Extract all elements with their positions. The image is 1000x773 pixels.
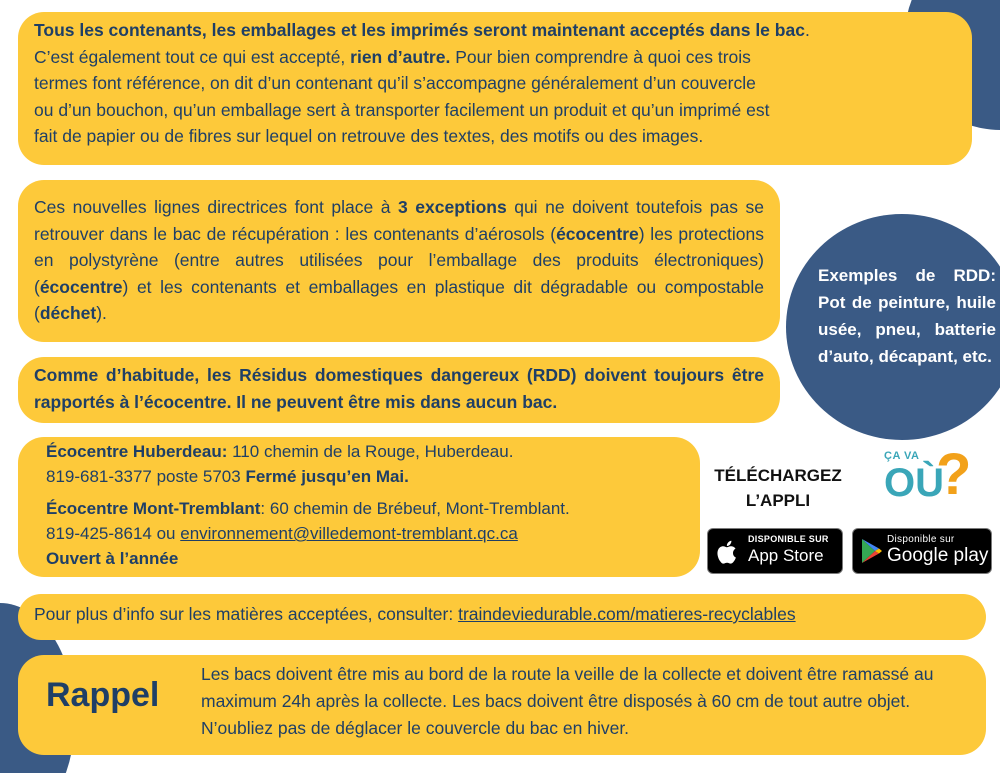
huberdeau-address: 110 chemin de la Rouge, Huberdeau. xyxy=(227,442,514,461)
mont-tremblant-address: : 60 chemin de Brébeuf, Mont-Tremblant. xyxy=(260,499,570,518)
huberdeau-phone-row xyxy=(46,464,672,489)
reminder-text: Les bacs doivent être mis au bord de la route la veille de la collecte et doivent être ramassé au maximum 24h après la collecte. Les bacs doivent être disposés à 60 cm de tout autre objet. N’oubliez pas de déglacer le couvercle du bac en hiver. xyxy=(201,664,934,738)
mont-tremblant-status: Ouvert à l’année xyxy=(46,549,179,568)
google-play-icon xyxy=(861,538,883,564)
reminder-box xyxy=(18,655,986,755)
apple-icon xyxy=(716,538,740,566)
mont-tremblant-phone-row xyxy=(46,521,672,546)
recyclables-link[interactable]: traindeviedurable.com/matieres-recyclables xyxy=(458,604,796,624)
accepted-line5: fait de papier ou de fibres sur lequel on retrouve des textes, des motifs ou des images. xyxy=(34,126,704,146)
headline-period: . xyxy=(804,20,810,40)
accepted-line2-start: C’est également tout ce qui est accepté, xyxy=(34,46,351,67)
ecocentre-label-1: écocentre xyxy=(556,223,639,244)
more-info-text: Pour plus d’info sur les matières acceptées, consulter: xyxy=(34,604,459,624)
accepted-materials-box xyxy=(18,12,972,165)
reminder-title: Rappel xyxy=(46,676,160,714)
app-store-small-text: DISPONIBLE SUR xyxy=(748,534,829,544)
environment-email-link[interactable]: environnement@villedemont-tremblant.qc.ca xyxy=(180,524,518,543)
mont-tremblant-name: Écocentre Mont-Tremblant xyxy=(46,499,261,518)
ca-va-ou-logo[interactable] xyxy=(880,442,976,518)
huberdeau-address-row xyxy=(46,439,672,464)
rdd-acronym: RDD xyxy=(532,365,571,385)
exceptions-text-2: qui ne doivent toutefois pas se retrouver dans le bac de récupération : les contenants d’aérosols ( xyxy=(34,197,764,244)
more-info-box xyxy=(18,594,986,640)
nothing-else-emphasis: rien d’autre. xyxy=(350,46,451,67)
rdd-reminder-text-1: Comme d’habitude, les Résidus domestiques dangereux ( xyxy=(34,365,533,385)
logo-question-mark: ? xyxy=(936,442,972,507)
mont-tremblant-status-row xyxy=(46,546,672,571)
google-play-badge[interactable] xyxy=(852,528,992,574)
download-line-2: L’APPLI xyxy=(745,491,811,510)
exceptions-text-1: Ces nouvelles lignes directrices font place à xyxy=(34,197,398,217)
exceptions-count: 3 exceptions xyxy=(398,197,507,217)
google-play-label: Google play xyxy=(887,545,989,566)
dechet-label: déchet xyxy=(39,303,97,323)
accepted-line2-end: Pour bien comprendre à quoi ces trois xyxy=(450,46,751,67)
download-line-1: TÉLÉCHARGEZ xyxy=(714,466,842,485)
logo-big-text: OÙ xyxy=(884,461,944,505)
rdd-reminder-text-2: ) doivent toujours être rapportés à l’écocentre. Il ne peuvent être mis dans aucun bac. xyxy=(34,365,765,412)
rdd-examples-text: Exemples de RDD: Pot de peinture, huile usée, pneu, batterie d’auto, décapant, etc. xyxy=(818,266,996,366)
download-app-heading xyxy=(704,463,852,513)
accepted-line4: ou d’un bouchon, qu’un emballage sert à transporter facilement un produit et qu’un imprimé est xyxy=(34,99,770,120)
exceptions-text-5: ). xyxy=(96,303,107,323)
app-store-badge[interactable] xyxy=(707,528,843,574)
ecocentres-box xyxy=(18,437,700,577)
exceptions-text-4: ) et les contenants et emballages en plastique dit dégradable ou compostable ( xyxy=(34,276,764,323)
accepted-line3: termes font référence, on dit d’un contenant qu’il s’accompagne généralement d’un couvercle xyxy=(34,73,756,93)
accepted-materials-headline: Tous les contenants, les emballages et les imprimés seront maintenant acceptés dans le bac xyxy=(34,20,805,40)
app-store-label: App Store xyxy=(748,546,824,565)
ecocentre-label-2: écocentre xyxy=(39,276,123,297)
logo-small-text: ÇA VA xyxy=(884,450,920,462)
google-play-small-text: Disponible sur xyxy=(887,534,955,545)
mont-tremblant-address-row xyxy=(46,496,672,521)
rdd-reminder-box xyxy=(18,357,780,423)
huberdeau-status: Fermé jusqu’en Mai. xyxy=(245,467,409,486)
huberdeau-phone: 819-681-3377 poste 5703 xyxy=(46,467,246,486)
exceptions-text-3: ) les protections en polystyrène (entre autres utilisées pour l’emballage des produits électroniques) ( xyxy=(34,223,764,297)
exceptions-box xyxy=(18,180,780,342)
rdd-examples-circle xyxy=(786,214,1000,440)
mont-tremblant-phone: 819-425-8614 ou xyxy=(46,524,181,543)
huberdeau-name: Écocentre Huberdeau: xyxy=(46,442,228,461)
